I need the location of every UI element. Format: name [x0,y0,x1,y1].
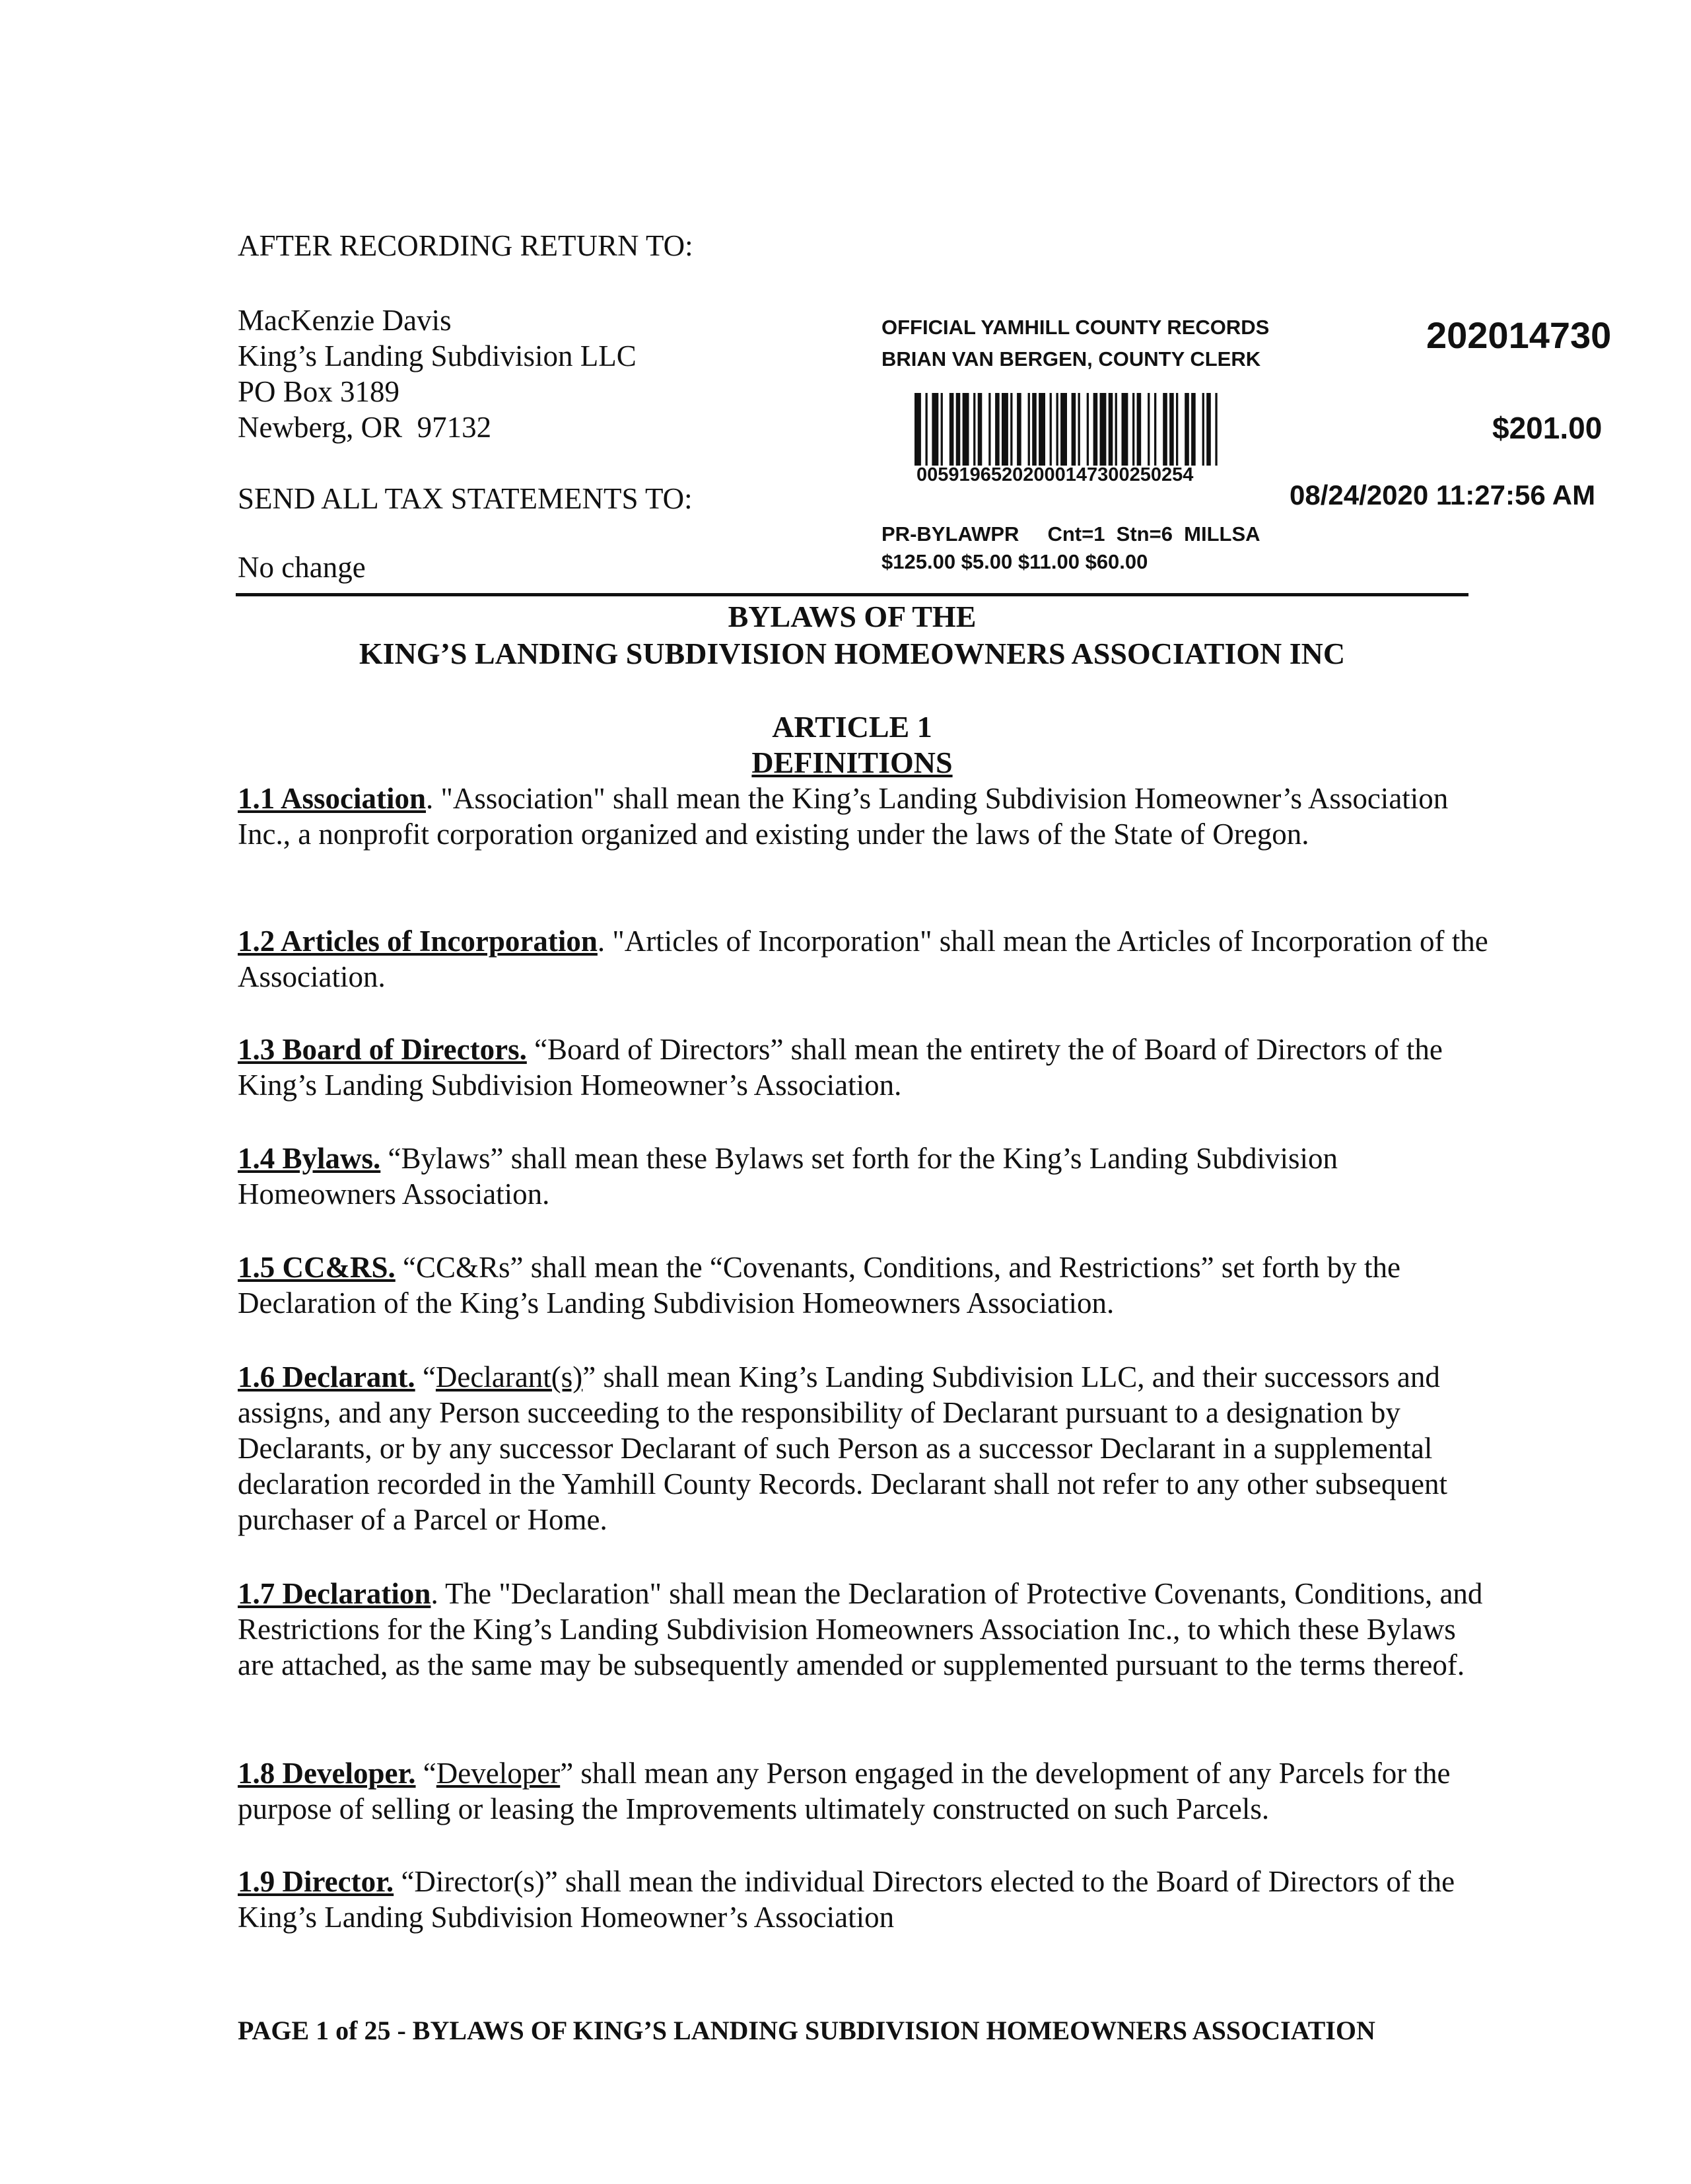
definition-bylaws [238,1141,1492,1212]
barcode-number: 00591965202000147300250254 [916,464,1194,485]
recording-office [881,312,1269,375]
return-city: Newberg, OR 97132 [238,411,492,444]
page-footer: PAGE 1 of 25 - BYLAWS OF KING’S LANDING SUBDIVISION HOMEOWNERS ASSOCIATION [238,2016,1375,2045]
recording-office-line2: BRIAN VAN BERGEN, COUNTY CLERK [881,347,1261,370]
tax-statements-label: SEND ALL TAX STATEMENTS TO: [238,482,693,515]
definition-quote: “ [415,1757,436,1790]
definition-text: . "Articles of Incorporation" shall mean the Articles of Incorporation of the Association. [238,925,1488,993]
definition-heading: 1.2 Articles of Incorporation [238,925,598,958]
return-address [238,302,637,445]
recording-office-line1: OFFICIAL YAMHILL COUNTY RECORDS [881,316,1270,339]
definition-quote: “ [415,1360,436,1393]
definition-association [238,781,1492,852]
recording-datetime: 08/24/2020 11:27:56 AM [1290,479,1596,511]
definition-text: . The "Declaration" shall mean the Declaration of Protective Covenants, Conditions, and Restrictions for the King’s Landing Subdivision Homeowners Association Inc., to which these Bylaws are attached, as the same may be subsequently amended or supplemented pursuant to the terms thereof. [238,1577,1483,1681]
return-name: MacKenzie Davis [238,304,452,337]
definition-text: ” shall mean any Person engaged in the development of any Parcels for the purpose of selling or leasing the Improvements ultimately constructed on such Parcels. [238,1757,1451,1825]
definition-text: “CC&Rs” shall mean the “Covenants, Conditions, and Restrictions” set forth by the Declaration of the King’s Landing Subdivision Homeowners Association. [238,1251,1401,1320]
definition-text: ” shall mean King’s Landing Subdivision LLC, and their successors and assigns, and any Person succeeding to the responsibility of Declarant pursuant to a designation by Declarants, or by any successor Declarant of such Person as a successor Declarant in a supplemental declaration recorded in the Yamhill County Records. Declarant shall not refer to any other subsequent purchaser of a Parcel or Home. [238,1360,1447,1536]
definition-heading: 1.3 Board of Directors. [238,1033,527,1066]
definition-ccrs [238,1250,1492,1321]
definition-term: Declarant(s) [435,1360,583,1393]
definition-term: Developer [436,1757,561,1790]
definition-articles-of-incorporation [238,923,1492,995]
recording-fee: $201.00 [1492,411,1603,445]
article-title: ARTICLE 1 [772,710,932,744]
article-subtitle: DEFINITIONS [751,746,953,779]
definition-heading: 1.9 Director. [238,1865,394,1898]
definition-text: “Board of Directors” shall mean the entirety the of Board of Directors of the King’s Landing Subdivision Homeowner’s Association. [238,1033,1443,1102]
definition-text: “Bylaws” shall mean these Bylaws set forth for the King’s Landing Subdivision Homeowners Association. [238,1142,1338,1211]
return-to-label: AFTER RECORDING RETURN TO: [238,229,693,262]
definition-heading: 1.4 Bylaws. [238,1142,381,1175]
article-heading [236,709,1468,781]
definition-board-of-directors [238,1032,1492,1103]
definition-director [238,1864,1492,1935]
definition-heading: 1.8 Developer. [238,1757,416,1790]
definition-text: “Director(s)” shall mean the individual Directors elected to the Board of Directors of the King’s Landing Subdivision Homeowner’s Association [238,1865,1455,1934]
definition-heading: 1.7 Declaration [238,1577,431,1610]
definition-developer [238,1755,1492,1827]
definition-declaration [238,1576,1492,1683]
definition-declarant [238,1359,1492,1537]
return-po-box: PO Box 3189 [238,375,400,408]
definition-heading: 1.6 Declarant. [238,1360,415,1393]
recording-code-line: PR-BYLAWPR Cnt=1 Stn=6 MILLSA [881,522,1260,546]
definition-heading: 1.5 CC&RS. [238,1251,396,1284]
definition-text: . "Association" shall mean the King’s Landing Subdivision Homeowner’s Association Inc., a nonprofit corporation organized and existing under the laws of the State of Oregon. [238,782,1449,851]
recording-number: 202014730 [1426,314,1612,356]
barcode-image [915,393,1436,466]
document-title [236,598,1468,672]
document-title-line1: BYLAWS OF THE [728,600,977,633]
header-divider [236,593,1468,596]
return-company: King’s Landing Subdivision LLC [238,339,637,372]
document-title-line2: KING’S LANDING SUBDIVISION HOMEOWNERS ASSOCIATION INC [359,637,1346,670]
definition-heading: 1.1 Association [238,782,427,815]
recording-fees-breakdown: $125.00 $5.00 $11.00 $60.00 [881,550,1148,573]
tax-statements-value: No change [238,551,366,584]
